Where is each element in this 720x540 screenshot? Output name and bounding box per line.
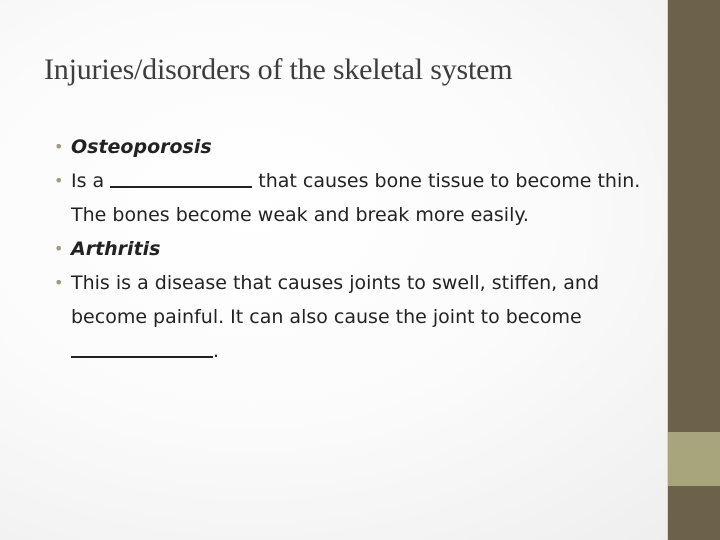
bullet-dot-icon: • xyxy=(54,137,64,156)
term-osteoporosis: Osteoporosis xyxy=(71,136,212,158)
bullet-item-osteoporosis xyxy=(54,130,654,164)
side-decor-accent xyxy=(667,432,720,486)
bullet-dot-icon: • xyxy=(54,239,64,258)
bullet-item-arthritis xyxy=(54,232,654,266)
definition-text-end: that causes bone tissue to become thin. The bones become weak and break more easily. xyxy=(71,170,641,226)
definition-text-end: . xyxy=(213,340,220,362)
fill-in-blank xyxy=(71,338,213,358)
bullet-dot-icon: • xyxy=(54,171,64,190)
bullet-list xyxy=(54,130,654,368)
bullet-item-osteoporosis-definition xyxy=(54,164,654,232)
fill-in-blank xyxy=(110,168,252,188)
definition-text-start: Is a xyxy=(71,170,111,192)
bullet-dot-icon: • xyxy=(54,273,64,292)
slide-title: Injuries/disorders of the skeletal system xyxy=(44,53,513,86)
definition-text-start: This is a disease that causes joints to swell, stiffen, and become painful. It can also cause the joint to become xyxy=(71,272,600,328)
bullet-item-arthritis-definition xyxy=(54,266,654,368)
term-arthritis: Arthritis xyxy=(71,238,161,260)
